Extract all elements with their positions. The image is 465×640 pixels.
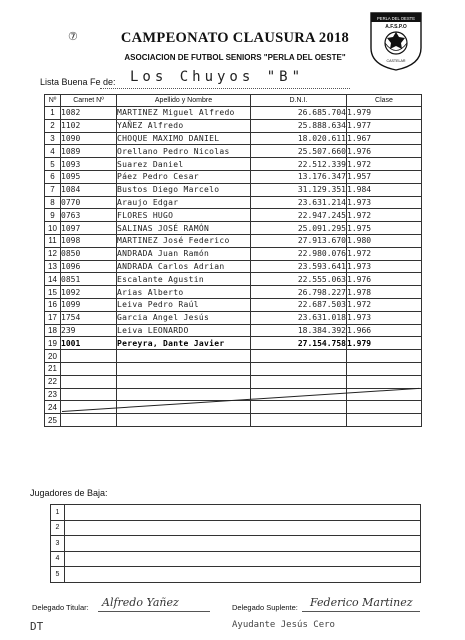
name-cell: MARTINEZ Miguel Alfredo — [117, 107, 251, 120]
delegado-titular-signature: Alfredo Yañez — [102, 596, 179, 609]
table-row — [45, 260, 422, 273]
carnet-cell: 1102 — [61, 119, 117, 132]
clase-cell: 1.967 — [347, 132, 422, 145]
clase-cell: 1.980 — [347, 234, 422, 247]
dni-cell: 31.129.351 — [251, 183, 347, 196]
table-row — [45, 324, 422, 337]
name-cell — [117, 375, 251, 388]
table-row — [45, 286, 422, 299]
table-row — [45, 145, 422, 158]
table-row — [45, 107, 422, 120]
baja-entry — [65, 551, 421, 567]
row-number: 3 — [45, 132, 61, 145]
header-apellido-nombre: Apellido y Nombre — [117, 95, 251, 107]
row-number: 20 — [45, 350, 61, 363]
dni-cell: 18.020.611 — [251, 132, 347, 145]
lista-underline — [100, 88, 350, 89]
carnet-cell: 0770 — [61, 196, 117, 209]
roster-table — [44, 94, 422, 427]
table-row — [45, 234, 422, 247]
name-cell: Bustos Diego Marcelo — [117, 183, 251, 196]
baja-entry — [65, 505, 421, 521]
clase-cell: 1.972 — [347, 158, 422, 171]
carnet-cell: 1097 — [61, 222, 117, 235]
header-carnet: Carnet Nº — [61, 95, 117, 107]
dni-cell: 22.687.503 — [251, 298, 347, 311]
baja-number: 4 — [51, 551, 65, 567]
carnet-cell — [61, 375, 117, 388]
dni-cell: 23.631.018 — [251, 311, 347, 324]
dni-cell — [251, 350, 347, 363]
logo-initials: A.F.S.P.O — [385, 24, 407, 30]
name-cell: ANDRADA Carlos Adrian — [117, 260, 251, 273]
dni-cell: 27.154.758 — [251, 337, 347, 350]
row-number: 2 — [45, 119, 61, 132]
table-row — [45, 183, 422, 196]
carnet-cell: 239 — [61, 324, 117, 337]
name-cell: SALINAS JOSÉ RAMÓN — [117, 222, 251, 235]
dni-cell: 22.512.339 — [251, 158, 347, 171]
table-row — [45, 119, 422, 132]
carnet-cell — [61, 362, 117, 375]
carnet-cell: 1092 — [61, 286, 117, 299]
name-cell — [117, 388, 251, 401]
clase-cell: 1.972 — [347, 298, 422, 311]
dni-cell: 23.593.641 — [251, 260, 347, 273]
table-row — [45, 132, 422, 145]
baja-number: 1 — [51, 505, 65, 521]
bajas-table — [50, 504, 421, 583]
clase-cell: 1.966 — [347, 324, 422, 337]
baja-number: 5 — [51, 567, 65, 583]
clase-cell — [347, 401, 422, 414]
row-number: 1 — [45, 107, 61, 120]
row-number: 12 — [45, 247, 61, 260]
row-number: 7 — [45, 183, 61, 196]
row-number: 10 — [45, 222, 61, 235]
table-row — [45, 337, 422, 350]
name-cell: Arias Alberto — [117, 286, 251, 299]
dni-cell: 26.798.227 — [251, 286, 347, 299]
dni-cell: 25.888.634 — [251, 119, 347, 132]
logo-bottom-text: CASTELAR — [386, 59, 406, 63]
dni-cell — [251, 362, 347, 375]
row-number: 5 — [45, 158, 61, 171]
dni-cell: 23.631.214 — [251, 196, 347, 209]
row-number: 17 — [45, 311, 61, 324]
carnet-cell: 1754 — [61, 311, 117, 324]
name-cell: Leiva LEONARDO — [117, 324, 251, 337]
clase-cell — [347, 414, 422, 427]
bajas-label: Jugadores de Baja: — [30, 488, 108, 498]
dni-cell: 25.507.660 — [251, 145, 347, 158]
row-number: 14 — [45, 273, 61, 286]
name-cell — [117, 362, 251, 375]
carnet-cell: 1089 — [61, 145, 117, 158]
delegado-titular-line — [98, 611, 210, 612]
carnet-cell: 1082 — [61, 107, 117, 120]
dt-label: DT — [30, 620, 44, 633]
dni-cell: 27.913.670 — [251, 234, 347, 247]
name-cell: FLORES HUGO — [117, 209, 251, 222]
circled-number-mark: ⑦ — [68, 30, 78, 43]
clase-cell — [347, 375, 422, 388]
table-row — [45, 350, 422, 363]
carnet-cell: 1084 — [61, 183, 117, 196]
carnet-cell: 1095 — [61, 170, 117, 183]
row-number: 13 — [45, 260, 61, 273]
header-numero: Nº — [45, 95, 61, 107]
name-cell: YAÑEZ Alfredo — [117, 119, 251, 132]
table-row — [45, 362, 422, 375]
name-cell: Leiva Pedro Raúl — [117, 298, 251, 311]
dni-cell: 25.091.295 — [251, 222, 347, 235]
header-dni: D.N.I. — [251, 95, 347, 107]
table-row — [45, 273, 422, 286]
carnet-cell: 1090 — [61, 132, 117, 145]
delegado-suplente-label: Delegado Suplente: — [232, 603, 298, 612]
row-number: 4 — [45, 145, 61, 158]
baja-entry — [65, 536, 421, 552]
carnet-cell — [61, 388, 117, 401]
carnet-cell: 1099 — [61, 298, 117, 311]
page-title: CAMPEONATO CLAUSURA 2018 — [120, 30, 350, 46]
row-number: 11 — [45, 234, 61, 247]
row-number: 18 — [45, 324, 61, 337]
carnet-cell: 1096 — [61, 260, 117, 273]
clase-cell: 1.977 — [347, 119, 422, 132]
name-cell: Orellano Pedro Nicolas — [117, 145, 251, 158]
row-number: 6 — [45, 170, 61, 183]
logo-top-text: PERLA DEL OESTE — [376, 16, 416, 21]
row-number: 16 — [45, 298, 61, 311]
roster-header-row — [45, 95, 422, 107]
name-cell: ANDRADA Juan Ramón — [117, 247, 251, 260]
carnet-cell — [61, 350, 117, 363]
clase-cell — [347, 350, 422, 363]
name-cell: Escalante Agustin — [117, 273, 251, 286]
clase-cell: 1.972 — [347, 247, 422, 260]
table-row — [45, 414, 422, 427]
table-row — [45, 401, 422, 414]
table-row — [45, 247, 422, 260]
table-row — [45, 196, 422, 209]
carnet-cell: 0851 — [61, 273, 117, 286]
table-row — [45, 158, 422, 171]
clase-cell: 1.979 — [347, 337, 422, 350]
baja-entry — [65, 567, 421, 583]
carnet-cell: 0763 — [61, 209, 117, 222]
clase-cell: 1.973 — [347, 311, 422, 324]
name-cell: Pereyra, Dante Javier — [117, 337, 251, 350]
team-name: Los Chuyos "B" — [130, 69, 305, 85]
name-cell: MARTINEZ José Federico — [117, 234, 251, 247]
baja-row — [51, 551, 421, 567]
clase-cell: 1.976 — [347, 273, 422, 286]
name-cell — [117, 414, 251, 427]
row-number: 8 — [45, 196, 61, 209]
row-number: 21 — [45, 362, 61, 375]
carnet-cell: 0850 — [61, 247, 117, 260]
clase-cell: 1.973 — [347, 196, 422, 209]
name-cell: CHOQUE MAXIMO DANIEL — [117, 132, 251, 145]
header-clase: Clase — [347, 95, 422, 107]
dni-cell: 22.980.076 — [251, 247, 347, 260]
table-row — [45, 222, 422, 235]
name-cell: Suarez Daniel — [117, 158, 251, 171]
dni-cell: 13.176.347 — [251, 170, 347, 183]
row-number: 25 — [45, 414, 61, 427]
baja-entry — [65, 520, 421, 536]
table-row — [45, 170, 422, 183]
dni-cell: 22.947.245 — [251, 209, 347, 222]
league-logo — [367, 10, 425, 72]
baja-number: 2 — [51, 520, 65, 536]
dni-cell: 22.555.063 — [251, 273, 347, 286]
baja-row — [51, 520, 421, 536]
delegado-suplente-line — [302, 611, 420, 612]
clase-cell: 1.976 — [347, 145, 422, 158]
carnet-cell — [61, 414, 117, 427]
clase-cell: 1.973 — [347, 260, 422, 273]
delegado-titular-label: Delegado Titular: — [32, 603, 89, 612]
dni-cell — [251, 375, 347, 388]
name-cell — [117, 350, 251, 363]
table-row — [45, 209, 422, 222]
clase-cell: 1.978 — [347, 286, 422, 299]
clase-cell: 1.972 — [347, 209, 422, 222]
dni-cell: 18.384.392 — [251, 324, 347, 337]
name-cell: Páez Pedro Cesar — [117, 170, 251, 183]
table-row — [45, 298, 422, 311]
baja-row — [51, 505, 421, 521]
baja-row — [51, 536, 421, 552]
page-subtitle: ASOCIACION DE FUTBOL SENIORS "PERLA DEL OESTE" — [124, 53, 346, 62]
row-number: 15 — [45, 286, 61, 299]
clase-cell: 1.984 — [347, 183, 422, 196]
clase-cell: 1.975 — [347, 222, 422, 235]
clase-cell: 1.957 — [347, 170, 422, 183]
lista-buena-fe-label: Lista Buena Fe de: — [40, 77, 116, 87]
table-row — [45, 311, 422, 324]
baja-row — [51, 567, 421, 583]
ayudante-signature: Ayudante Jesús Cero — [232, 620, 335, 630]
dni-cell — [251, 401, 347, 414]
table-row — [45, 375, 422, 388]
dni-cell: 26.685.704 — [251, 107, 347, 120]
row-number: 22 — [45, 375, 61, 388]
baja-number: 3 — [51, 536, 65, 552]
row-number: 19 — [45, 337, 61, 350]
row-number: 9 — [45, 209, 61, 222]
clase-cell: 1.979 — [347, 107, 422, 120]
carnet-cell: 1093 — [61, 158, 117, 171]
name-cell: Garcia Angel Jesús — [117, 311, 251, 324]
name-cell: Araujo Edgar — [117, 196, 251, 209]
carnet-cell: 1001 — [61, 337, 117, 350]
dni-cell — [251, 414, 347, 427]
row-number: 24 — [45, 401, 61, 414]
row-number: 23 — [45, 388, 61, 401]
delegado-suplente-signature: Federico Martinez — [310, 596, 413, 609]
carnet-cell: 1098 — [61, 234, 117, 247]
clase-cell — [347, 362, 422, 375]
